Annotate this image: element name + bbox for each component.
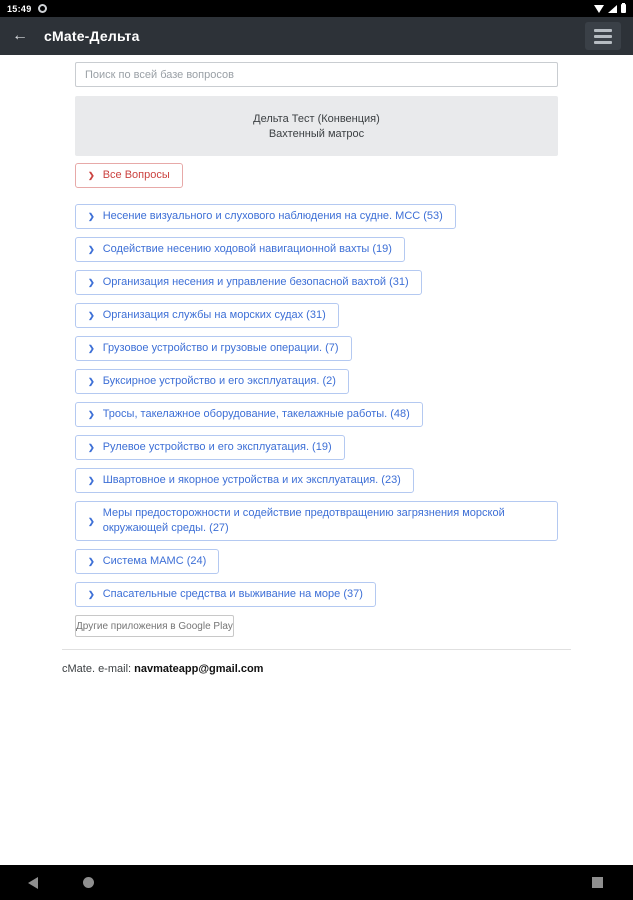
category-button-ship-service-organization[interactable] bbox=[75, 303, 339, 328]
test-title: Дельта Тест (Конвенция) bbox=[253, 112, 380, 125]
chevron-right-icon: ❯ bbox=[88, 344, 95, 353]
category-label: Швартовное и якорное устройства и их эксплуатация. (23) bbox=[102, 474, 401, 486]
main-content bbox=[0, 55, 633, 900]
category-button-ropes-rigging[interactable] bbox=[75, 402, 423, 427]
category-label: Буксирное устройство и его эксплуатация. (2) bbox=[102, 375, 336, 387]
chevron-right-icon: ❯ bbox=[88, 476, 95, 485]
hamburger-bar bbox=[594, 29, 612, 32]
test-subtitle: Вахтенный матрос bbox=[268, 127, 365, 140]
category-label: Система МАМС (24) bbox=[102, 555, 207, 567]
category-label: Тросы, такелажное оборудование, такелажные работы. (48) bbox=[102, 408, 410, 420]
category-button-mooring-anchor[interactable] bbox=[75, 468, 414, 493]
hamburger-bar bbox=[594, 41, 612, 44]
category-label: Содействие несению ходовой навигационной вахты (19) bbox=[102, 243, 392, 255]
category-button-life-saving[interactable] bbox=[75, 582, 376, 607]
category-button-iala-system[interactable] bbox=[75, 549, 219, 574]
wifi-icon bbox=[594, 5, 604, 13]
divider bbox=[62, 649, 571, 650]
chevron-right-icon: ❯ bbox=[88, 557, 95, 566]
status-time: 15:49 bbox=[7, 3, 32, 14]
category-label: Организация несения и управление безопасной вахтой (31) bbox=[102, 276, 409, 288]
nav-recents-icon[interactable] bbox=[592, 877, 603, 888]
chevron-right-icon: ❯ bbox=[88, 410, 95, 419]
all-questions-label: Все Вопросы bbox=[102, 169, 170, 181]
footer-prefix: cMate. e-mail: bbox=[62, 663, 135, 675]
back-arrow-icon[interactable]: ← bbox=[12, 27, 28, 44]
category-button-cargo-operations[interactable] bbox=[75, 336, 352, 361]
category-button-pollution-prevention[interactable] bbox=[75, 501, 558, 541]
google-play-apps-label: Другие приложения в Google Play bbox=[76, 620, 233, 632]
chevron-right-icon: ❯ bbox=[88, 443, 95, 452]
android-nav-bar bbox=[0, 865, 633, 900]
category-label: Несение визуального и слухового наблюдения на судне. МСС (53) bbox=[102, 210, 443, 222]
chevron-right-icon: ❯ bbox=[88, 212, 95, 221]
chevron-right-icon: ❯ bbox=[88, 590, 95, 599]
category-label: Организация службы на морских судах (31) bbox=[102, 309, 326, 321]
nav-back-icon[interactable] bbox=[28, 877, 38, 889]
status-bar bbox=[0, 0, 633, 17]
chevron-right-icon: ❯ bbox=[88, 311, 95, 320]
category-label: Рулевое устройство и его эксплуатация. (19) bbox=[102, 441, 332, 453]
data-saver-icon bbox=[38, 4, 47, 13]
category-button-visual-observation[interactable] bbox=[75, 204, 456, 229]
google-play-apps-button[interactable] bbox=[75, 615, 234, 637]
app-title: cMate-Дельта bbox=[44, 28, 140, 44]
chevron-right-icon: ❯ bbox=[88, 171, 95, 180]
nav-home-icon[interactable] bbox=[83, 877, 94, 888]
app-bar bbox=[0, 17, 633, 55]
chevron-right-icon: ❯ bbox=[88, 377, 95, 386]
category-button-steering-gear[interactable] bbox=[75, 435, 345, 460]
cell-signal-icon bbox=[608, 5, 617, 13]
footer-email[interactable]: navmateapp@gmail.com bbox=[134, 663, 264, 675]
hamburger-bar bbox=[594, 35, 612, 38]
all-questions-button[interactable] bbox=[75, 163, 183, 188]
test-header bbox=[75, 96, 558, 156]
chevron-right-icon: ❯ bbox=[88, 245, 95, 254]
battery-icon bbox=[621, 4, 626, 13]
chevron-right-icon: ❯ bbox=[88, 278, 95, 287]
category-label: Грузовое устройство и грузовые операции. (7) bbox=[102, 342, 339, 354]
category-label: Спасательные средства и выживание на море (37) bbox=[102, 588, 363, 600]
category-label: Меры предосторожности и содействие предотвращению загрязнения морской окружающей среды. (27) bbox=[102, 507, 505, 534]
footer-contact bbox=[62, 663, 571, 675]
category-button-safe-watch-management[interactable] bbox=[75, 270, 422, 295]
search-input[interactable] bbox=[75, 62, 558, 87]
category-button-towing-equipment[interactable] bbox=[75, 369, 349, 394]
chevron-right-icon: ❯ bbox=[88, 516, 95, 526]
hamburger-menu-button[interactable] bbox=[585, 22, 621, 50]
category-button-navigation-watch-assist[interactable] bbox=[75, 237, 405, 262]
